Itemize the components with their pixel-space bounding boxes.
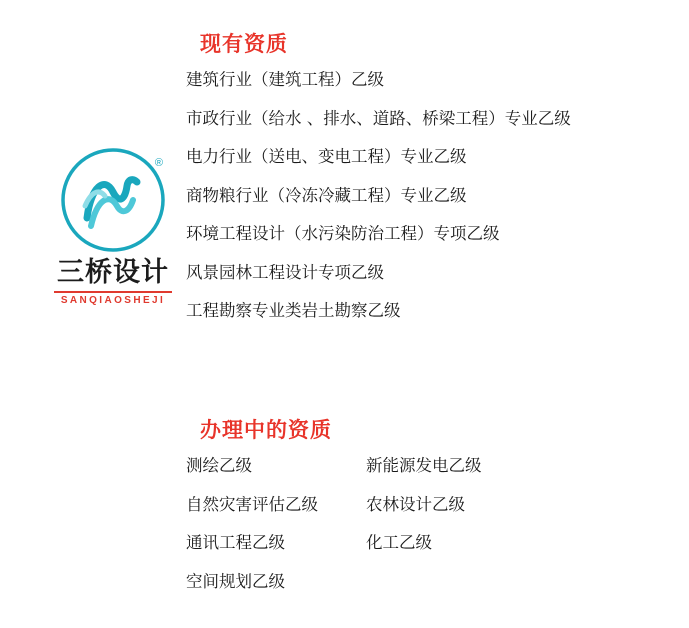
list-item: 电力行业（送电、变电工程）专业乙级 xyxy=(186,147,467,166)
list-item: 空间规划乙级 xyxy=(186,571,285,591)
list-item: 市政行业（给水 、排水、道路、桥梁工程）专业乙级 xyxy=(186,108,571,128)
list-item: 通讯工程乙级 xyxy=(186,533,285,552)
registered-trademark-icon: ® xyxy=(154,157,163,169)
in-progress-qualifications-title: 办理中的资质 xyxy=(200,418,332,442)
list-item: 新能源发电乙级 xyxy=(366,456,482,475)
existing-qualifications-section xyxy=(186,28,676,320)
list-item: 工程勘察专业类岩土勘察乙级 xyxy=(186,301,401,320)
list-item: 建筑行业（建筑工程）乙级 xyxy=(186,70,384,89)
list-item: 自然灾害评估乙级 xyxy=(186,494,318,514)
in-progress-qualifications-section xyxy=(186,414,676,590)
existing-qualifications-list xyxy=(186,72,676,320)
company-pinyin: SANQIAOSHEJI xyxy=(60,294,166,306)
list-item: 商物粮行业（冷冻冷藏工程）专业乙级 xyxy=(186,185,467,205)
list-item: 风景园林工程设计专项乙级 xyxy=(186,262,384,282)
list-item: 测绘乙级 xyxy=(186,456,252,475)
company-name: 三桥设计 xyxy=(57,257,169,288)
in-progress-qualifications-list xyxy=(186,458,676,590)
list-item: 农林设计乙级 xyxy=(366,494,465,514)
logo-wave-icon xyxy=(61,148,165,252)
list-item: 环境工程设计（水污染防治工程）专项乙级 xyxy=(186,224,500,243)
list-item: 化工乙级 xyxy=(366,533,432,552)
existing-qualifications-title: 现有资质 xyxy=(200,32,288,56)
company-logo xyxy=(48,148,178,306)
logo-divider xyxy=(54,291,172,293)
